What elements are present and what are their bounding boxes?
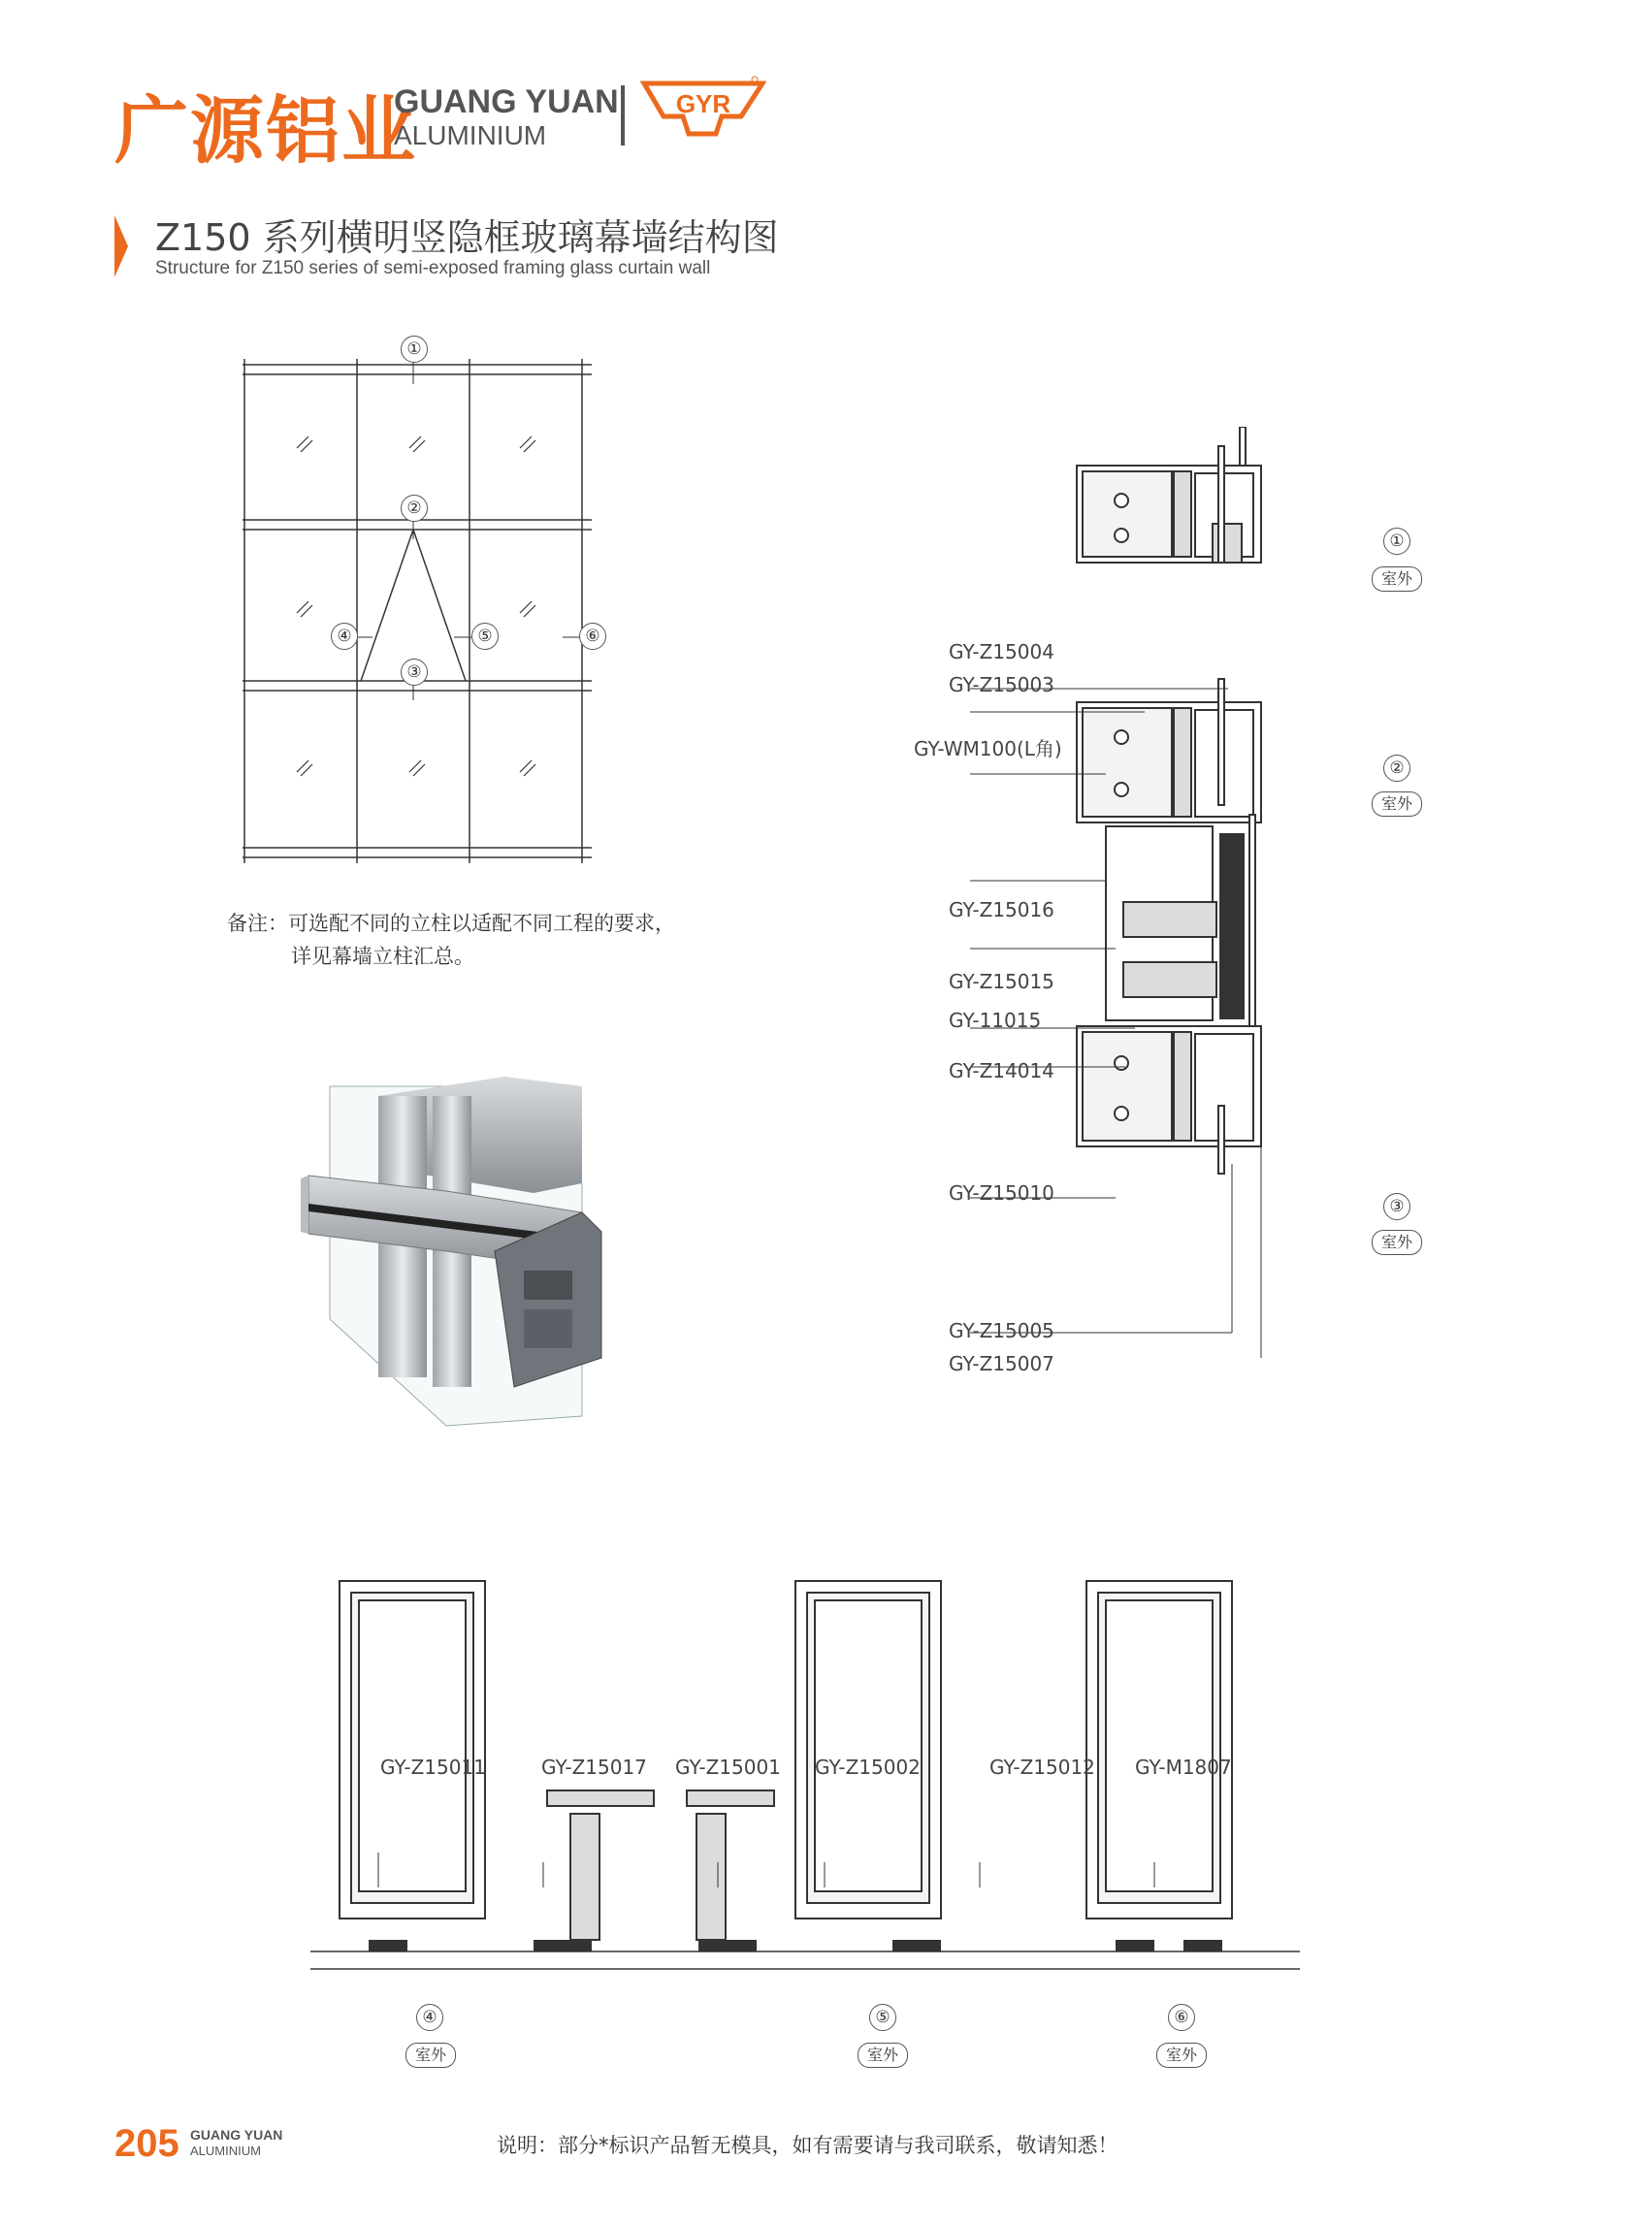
vsection-outdoor-tag-2: 室外	[1372, 791, 1422, 817]
vsection-label-8: GY-Z15010	[949, 1181, 1054, 1205]
vsection-outdoor-tag-1: 室外	[1372, 566, 1422, 592]
vsection-outdoor-tag-3: 室外	[1372, 1230, 1422, 1255]
hsection-marker-6: ⑥	[1168, 2004, 1195, 2031]
logo-text: GYR	[675, 89, 731, 118]
hsection-marker-4: ④	[416, 2004, 443, 2031]
vsection-marker-2: ②	[1383, 755, 1410, 782]
elevation-marker-2: ②	[401, 495, 428, 522]
note-line-1: 备注：可选配不同的立柱以适配不同工程的要求，	[227, 912, 675, 935]
brand-name-en: GUANG YUAN	[394, 83, 619, 120]
vsection-label-10: GY-Z15007	[949, 1352, 1054, 1375]
hsection-outdoor-tag-4: 室外	[405, 2043, 456, 2068]
hsection-label-3: GY-Z15001	[675, 1756, 781, 1779]
vsection-label-2: GY-Z15003	[949, 673, 1054, 696]
elevation-marker-5: ⑤	[471, 623, 499, 650]
hsection-label-6: GY-M1807	[1135, 1756, 1232, 1779]
vsection-label-4: GY-Z15016	[949, 898, 1054, 921]
title-marker-icon	[114, 215, 128, 277]
footer-brand-en: GUANG YUAN	[190, 2127, 283, 2143]
note-line-2: 详见幕墙立柱汇总。	[291, 945, 474, 968]
hsection-outdoor-tag-5: 室外	[858, 2043, 908, 2068]
footer-brand-subname: ALUMINIUM	[190, 2144, 261, 2158]
hsection-marker-5: ⑤	[869, 2004, 896, 2031]
hsection-label-5: GY-Z15012	[989, 1756, 1095, 1779]
page-subtitle: Structure for Z150 series of semi-exposed framing glass curtain wall	[155, 258, 711, 278]
vsection-label-9: GY-Z15005	[949, 1319, 1054, 1342]
vsection-marker-1: ①	[1383, 528, 1410, 555]
vsection-label-7: GY-Z14014	[949, 1059, 1054, 1082]
page-number: 205	[114, 2122, 179, 2165]
vsection-marker-3: ③	[1383, 1193, 1410, 1220]
footer-note: 说明：部分*标识产品暂无模具，如有需要请与我司联系，敬请知悉！	[497, 2134, 1118, 2157]
hsection-label-2: GY-Z15017	[541, 1756, 647, 1779]
brand-name-cn: 广源铝业	[114, 87, 417, 174]
vsection-label-5: GY-Z15015	[949, 970, 1054, 993]
hsection-label-4: GY-Z15002	[815, 1756, 921, 1779]
vsection-label-3: GY-WM100(L角)	[914, 737, 1062, 760]
hsection-outdoor-tag-6: 室外	[1156, 2043, 1207, 2068]
elevation-marker-3: ③	[401, 659, 428, 686]
elevation-marker-4: ④	[331, 623, 358, 650]
elevation-marker-6: ⑥	[579, 623, 606, 650]
vsection-label-1: GY-Z15004	[949, 640, 1054, 663]
elevation-diagram	[233, 339, 601, 883]
hsection-label-1: GY-Z15011	[380, 1756, 486, 1779]
vertical-section-drawing	[970, 427, 1377, 1358]
brand-subname-en: ALUMINIUM	[394, 120, 547, 150]
brand-logo	[640, 76, 766, 144]
page-title: Z150 系列横明竖隐框玻璃幕墙结构图	[155, 216, 779, 259]
vsection-label-6: GY-11015	[949, 1009, 1042, 1032]
header-divider	[621, 85, 625, 145]
elevation-marker-1: ①	[401, 336, 428, 363]
3d-profile-render	[301, 1067, 640, 1445]
